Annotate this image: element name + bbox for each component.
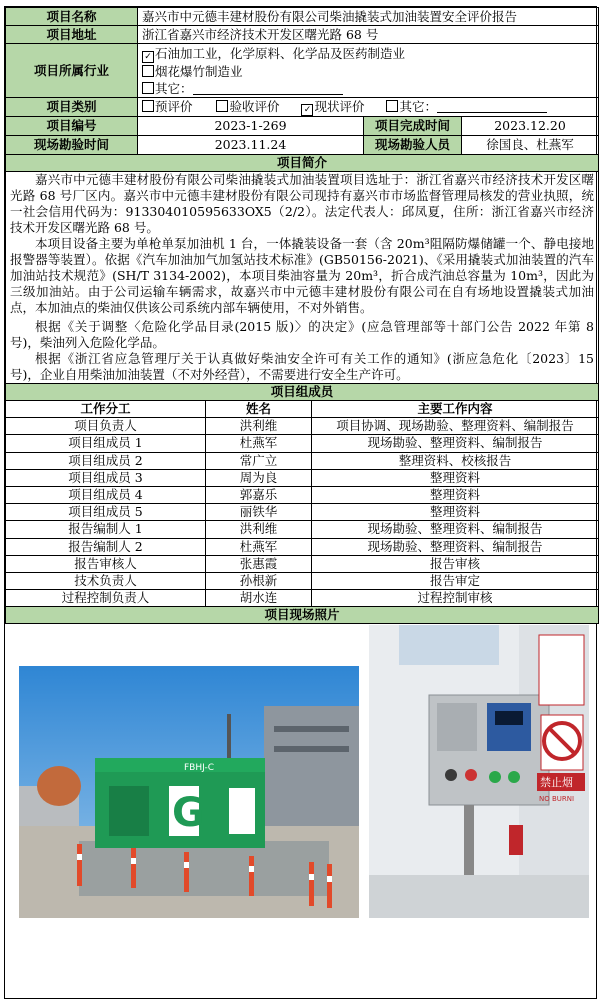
report-sheet [4, 6, 597, 999]
survey-time-label: 现场勘验时间 [6, 136, 138, 155]
checkbox-icon [142, 100, 154, 112]
team-work: 项目协调、现场勘验、整理资料、编制报告 [312, 418, 599, 435]
team-role: 项目组成员 5 [6, 504, 206, 521]
skid-logo: G [172, 790, 205, 837]
team-work: 整理资料 [312, 469, 599, 486]
type-option[interactable]: 预评价 [142, 99, 193, 114]
intro-paragraph: 本项目设备主要为单枪单泵加油机 1 台，一体撬装设备一套（含 20m³阻隔防爆储罐一个、静电接地报警器等装置）。依据《汽车加油加气加氢站技术标准》(GB50156-2021)、《采用撬装式加油装置的汽车加油站技术规范》(SH/T 3134-2002)，本项目柴油容量为 20m³，折合成汽油总容量为 10m³，因此为三级加油站。由于公司运输车辆需求，故嘉兴市中元德丰建材股份有限公司在自有场地设置撬装式加油点，本加油点的柴油仅供该公司系统内部车辆使用，不对外销售。 [10, 236, 595, 315]
project-code-label: 项目编号 [6, 117, 138, 136]
industry-options [138, 44, 599, 98]
type-option[interactable]: 验收评价 [216, 99, 279, 114]
site-photo-panel [369, 625, 589, 918]
table-row [6, 590, 599, 607]
team-col-work: 主要工作内容 [312, 401, 599, 418]
table-row [6, 486, 599, 503]
other-blank [437, 100, 547, 113]
industry-option[interactable]: ✓ 石油加工业，化学原料、化学品及医药制造业 [142, 45, 594, 63]
industry-option[interactable]: 烟花爆竹制造业 [142, 63, 594, 80]
completion-time-value: 2023.12.20 [462, 117, 599, 136]
survey-time-value: 2023.11.24 [138, 136, 364, 155]
table-row [6, 504, 599, 521]
team-role: 技术负责人 [6, 572, 206, 589]
type-option[interactable]: 其它： [386, 99, 437, 114]
project-name-value: 嘉兴市中元德丰建材股份有限公司柴油撬装式加油装置安全评价报告 [138, 8, 599, 26]
skid-label: FBHJ-C [184, 763, 214, 774]
team-role: 报告编制人 1 [6, 521, 206, 538]
team-work: 过程控制审核 [312, 590, 599, 607]
team-work: 整理资料 [312, 486, 599, 503]
intro-paragraph: 嘉兴市中元德丰建材股份有限公司柴油撬装式加油装置项目选址于：浙江省嘉兴市经济技术开发区曙光路 68 号厂区内。嘉兴市中元德丰建材股份有限公司现持有嘉兴市市场监督管理局核发的营业执照，统一社会信用代码为：913304010595633OX5（2/2）。法定代表人：邱凤夏，住所：浙江省嘉兴市经济技术开发区曙光路 68 号。 [10, 172, 595, 235]
team-title: 项目组成员 [6, 384, 599, 401]
checkbox-icon [142, 82, 154, 94]
checkbox-icon [386, 100, 398, 112]
team-work: 报告审核 [312, 555, 599, 572]
project-address-label: 项目地址 [6, 26, 138, 44]
team-member-name: 郭嘉乐 [206, 486, 312, 503]
team-member-name: 杜燕军 [206, 435, 312, 452]
team-work: 整理资料 [312, 504, 599, 521]
other-blank [193, 82, 343, 95]
no-smoking-sign-text: 禁止烟 [540, 776, 573, 790]
team-role: 项目组成员 1 [6, 435, 206, 452]
team-role: 项目组成员 4 [6, 486, 206, 503]
checkbox-icon [216, 100, 228, 112]
project-address-value: 浙江省嘉兴市经济技术开发区曙光路 68 号 [138, 26, 599, 44]
team-role: 项目组成员 2 [6, 452, 206, 469]
team-work: 报告审定 [312, 572, 599, 589]
team-work: 现场勘验、整理资料、编制报告 [312, 538, 599, 555]
intro-paragraph: 根据《浙江省应急管理厅关于认真做好柴油安全许可有关工作的通知》(浙应急危化〔2023〕15 号)，企业自用柴油加油装置（不对外经营），不需要进行安全生产许可。 [10, 351, 595, 382]
survey-people-value: 徐国良、杜燕军 [462, 136, 599, 155]
table-row [6, 521, 599, 538]
intro-body [6, 172, 599, 384]
table-row [6, 435, 599, 452]
team-member-name: 洪利维 [206, 521, 312, 538]
survey-people-label: 现场勘验人员 [364, 136, 462, 155]
table-row [6, 572, 599, 589]
team-member-name: 杜燕军 [206, 538, 312, 555]
no-smoking-sign-sub: NO BURNI [539, 795, 575, 804]
info-table [5, 7, 599, 401]
project-name-label: 项目名称 [6, 8, 138, 26]
team-table [5, 400, 599, 624]
project-type-label: 项目类别 [6, 98, 138, 117]
team-col-role: 工作分工 [6, 401, 206, 418]
team-member-name: 丽铁华 [206, 504, 312, 521]
team-member-name: 张惠霞 [206, 555, 312, 572]
table-row [6, 418, 599, 435]
team-member-name: 洪利维 [206, 418, 312, 435]
team-role: 报告编制人 2 [6, 538, 206, 555]
site-photos [5, 624, 596, 918]
site-photo-skid [19, 666, 359, 918]
industry-option[interactable]: 其它： [142, 80, 594, 97]
team-col-name: 姓名 [206, 401, 312, 418]
type-option[interactable]: ✓ 现状评价 [301, 99, 364, 114]
team-work: 现场勘验、整理资料、编制报告 [312, 521, 599, 538]
table-row [6, 538, 599, 555]
team-member-name: 常广立 [206, 452, 312, 469]
team-work: 现场勘验、整理资料、编制报告 [312, 435, 599, 452]
photos-title: 项目现场照片 [6, 607, 599, 624]
table-row [6, 452, 599, 469]
team-role: 项目负责人 [6, 418, 206, 435]
checkbox-icon [142, 65, 154, 77]
checked-checkbox-icon: ✓ [301, 104, 313, 116]
team-work: 整理资料、校核报告 [312, 452, 599, 469]
project-type-options [138, 98, 599, 117]
checked-checkbox-icon: ✓ [142, 51, 154, 63]
team-role: 过程控制负责人 [6, 590, 206, 607]
team-member-name: 胡水连 [206, 590, 312, 607]
intro-paragraph: 根据《关于调整〈危险化学品目录(2015 版)〉的决定》(应急管理部等十部门公告 2022 年第 8 号)，柴油列入危险化学品。 [10, 319, 595, 350]
completion-time-label: 项目完成时间 [364, 117, 462, 136]
team-role: 报告审核人 [6, 555, 206, 572]
team-member-name: 孙根新 [206, 572, 312, 589]
table-row [6, 555, 599, 572]
table-row [6, 469, 599, 486]
industry-label: 项目所属行业 [6, 44, 138, 98]
intro-title: 项目简介 [6, 155, 599, 172]
team-member-name: 周为良 [206, 469, 312, 486]
project-code-value: 2023-1-269 [138, 117, 364, 136]
team-role: 项目组成员 3 [6, 469, 206, 486]
